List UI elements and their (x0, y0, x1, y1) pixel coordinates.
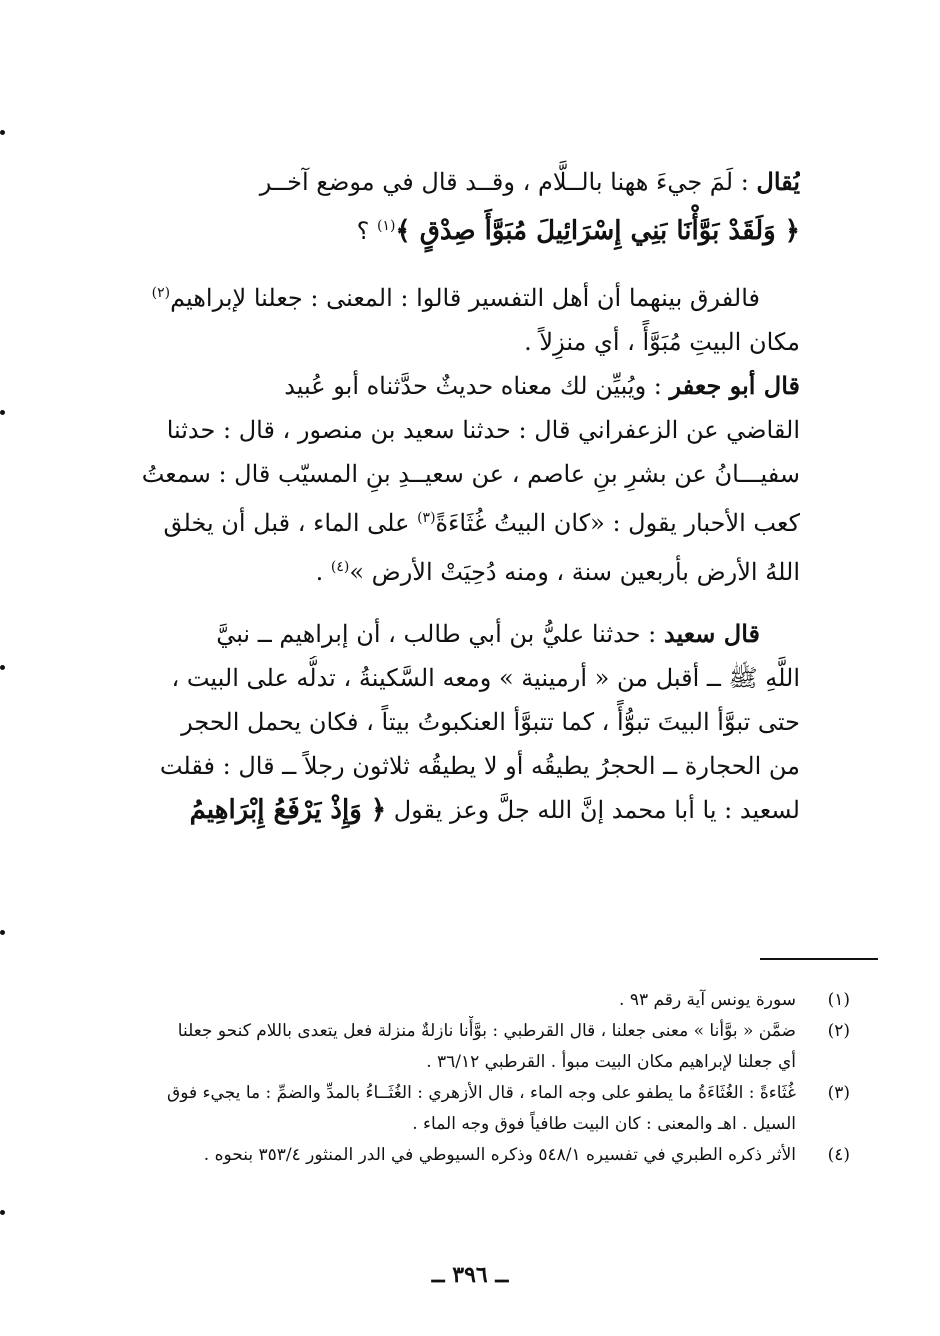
footnotes (90, 985, 850, 1171)
footnote-ref: (٣) (417, 510, 436, 526)
speaker-label: يُقال (756, 167, 800, 196)
footnote-divider (760, 958, 878, 960)
text-span: مكان البيتِ مُبَوَّأً ، أي منزِلاً . (524, 328, 800, 356)
text-line (100, 271, 800, 320)
text-line (100, 496, 800, 545)
quran-verse: ﴿ وَلَقَدْ بَوَّأْنَا بَنِي إِسْرَائِيلَ مُبَوَّأَ صِدْقٍ ﴾ (395, 216, 800, 246)
footnote-text: غُثَاءةً : الغُثَاءَةُ ما يطفو على وجه الماء ، قال الأزهري : الغُثَــاءُ بالمدِّ والضمِّ : ما يجيء فوق (167, 1083, 796, 1103)
footnote-text: السيل . اهـ والمعنى : كان البيت طافياً فوق وجه الماء . (412, 1114, 796, 1134)
text-line (100, 204, 800, 253)
text-line (100, 364, 800, 408)
text-line: من الحجارة ــ الحجرُ يطيقُه أو لا يطيقُه ثلاثون رجلاً ــ قال : فقلت (159, 752, 800, 780)
quran-verse: ﴿ وَإِذْ يَرْفَعُ إِبْرَاهِيمُ (189, 795, 387, 825)
footnote-text: ضمَّن « بوَّأنا » معنى جعلنا ، قال القرطبي : بوَّأْنا نازلةٌ منزلة فعل يتعدى باللام كنحو جعلنا (177, 1021, 796, 1041)
text-line (100, 612, 800, 656)
footnote (90, 1078, 850, 1109)
text-span: : ويُبيِّن لك معناه حديثٌ حدَّثناه أبو عُبيد (284, 372, 670, 400)
text-line: حتى تبوَّأ البيتَ تبوُّأً ، كما تتبوَّأ العنكبوتُ بيتاً ، فكان يحمل الحجر (181, 708, 800, 736)
footnote-text: الأثر ذكره الطبري في تفسيره ٥٤٨/١ وذكره السيوطي في الدر المنثور ٣٥٣/٤ بنحوه . (203, 1145, 796, 1165)
footnote (90, 1140, 850, 1171)
footnote-ref: (٢) (151, 285, 171, 301)
text-span: كعب الأحبار يقول : «كان البيتُ غُثَاءَةً (435, 509, 800, 537)
edge-mark (0, 930, 5, 935)
footnote-number: (١) (827, 990, 850, 1010)
text-line: سفيـــانُ عن بشرِ بنِ عاصم ، عن سعيــدِ بنِ المسيّب قال : سمعتُ (141, 460, 800, 488)
text-span: اللهُ الأرض بأربعين سنة ، ومنه دُحِيَتْ الأرض » (349, 558, 800, 586)
text-span: لسعيد : يا أبا محمد إنَّ الله جلَّ وعز يقول (386, 796, 800, 824)
speaker-label: قال سعيد (663, 619, 760, 648)
text-span: ؟ (356, 217, 377, 245)
text-span: على الماء ، قبل أن يخلق (163, 509, 418, 537)
main-text (100, 160, 800, 832)
text-line (100, 545, 800, 594)
text-span: : حدثنا عليُّ بن أبي طالب ، أن إبراهيم ــ نبيَّ (216, 620, 664, 648)
edge-mark (0, 130, 5, 135)
footnote-continuation (90, 1047, 850, 1078)
footnote-number: (٤) (827, 1145, 850, 1165)
footnote-number: (٢) (827, 1021, 850, 1041)
footnote-ref: (٤) (330, 559, 350, 575)
footnote-ref: (١) (376, 218, 396, 234)
footnote-number: (٣) (827, 1083, 850, 1103)
edge-mark (0, 1210, 5, 1215)
footnote-text: سورة يونس آية رقم ٩٣ . (619, 990, 796, 1010)
text-span: فالفرق بينهما أن أهل التفسير قالوا : المعنى : جعلنا لإبراهيم (170, 284, 760, 312)
text-line (100, 788, 800, 832)
page-number: ــ ٣٩٦ ــ (431, 1262, 509, 1288)
edge-mark (0, 665, 5, 670)
text-span: . (315, 558, 331, 586)
speaker-label: قال أبو جعفر (669, 371, 800, 400)
text-line (100, 160, 800, 204)
text-line: القاضي عن الزعفراني قال : حدثنا سعيد بن منصور ، قال : حدثنا (166, 416, 800, 444)
text-span: : لَمَ جيءَ ههنا بالــلَّام ، وقــد قال في موضع آخــر (259, 168, 757, 196)
footnote (90, 1016, 850, 1047)
text-line (100, 320, 800, 364)
footnote-continuation (90, 1109, 850, 1140)
footnote (90, 985, 850, 1016)
footnote-text: أي جعلنا لإبراهيم مكان البيت مبوأ . القرطبي ٣٦/١٢ . (426, 1052, 796, 1072)
text-line: اللَّهِ ﷺ ــ أقبل من « أرمينية » ومعه السَّكينةُ ، تدلُّه على البيت ، (171, 664, 800, 692)
edge-mark (0, 410, 5, 415)
